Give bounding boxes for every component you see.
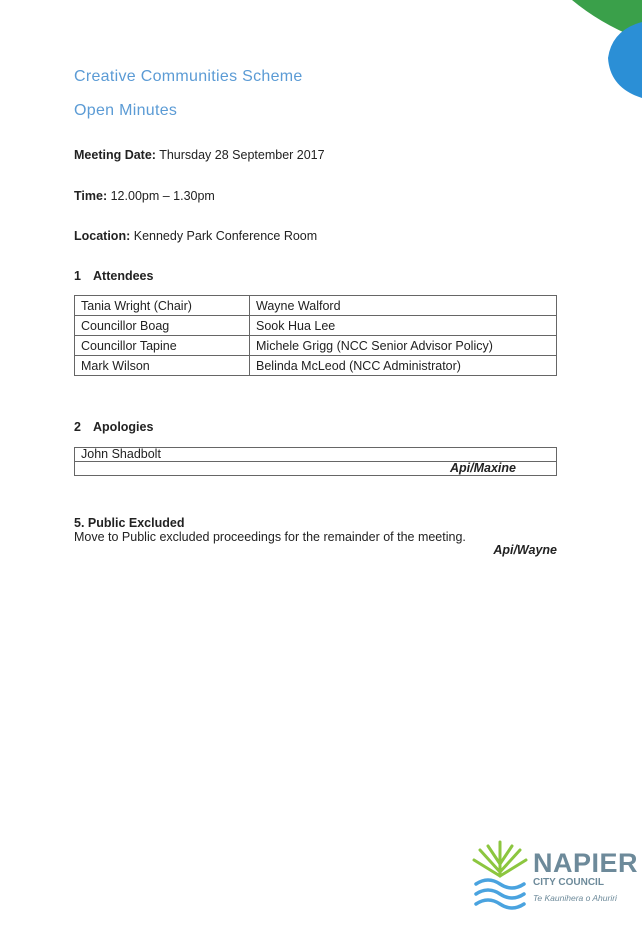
public-excluded-mover: Api/Wayne (493, 543, 557, 557)
meeting-location (74, 229, 317, 243)
meeting-date-label: Meeting Date: (74, 148, 156, 162)
apology-name: John Shadbolt (75, 448, 557, 462)
table-row (75, 316, 557, 336)
attendee-cell: Mark Wilson (75, 356, 250, 376)
table-row (75, 448, 557, 462)
document-title: Creative Communities Scheme (74, 68, 303, 85)
apologies-heading-text: Apologies (93, 420, 154, 434)
attendees-number: 1 (74, 269, 81, 283)
meeting-time-label: Time: (74, 189, 108, 203)
corner-decoration (532, 0, 642, 110)
apologies-table (74, 447, 557, 476)
attendee-cell: Wayne Walford (250, 296, 557, 316)
document-subtitle: Open Minutes (74, 102, 178, 119)
attendee-cell: Councillor Tapine (75, 336, 250, 356)
public-excluded-text: Move to Public excluded proceedings for the remainder of the meeting. (74, 530, 466, 544)
meeting-location-value: Kennedy Park Conference Room (133, 229, 318, 243)
meeting-time (74, 189, 215, 203)
logo-name: NAPIER (533, 848, 639, 878)
meeting-date-value: Thursday 28 September 2017 (159, 148, 325, 162)
table-row (75, 336, 557, 356)
logo-sub: CITY COUNCIL (533, 877, 604, 888)
public-excluded-heading: 5. Public Excluded (74, 516, 185, 530)
apology-mover: Api/Maxine (75, 462, 557, 476)
attendees-table (74, 295, 557, 376)
attendees-heading-text: Attendees (93, 269, 154, 283)
meeting-location-label: Location: (74, 229, 131, 243)
table-row (75, 296, 557, 316)
table-row (75, 462, 557, 476)
apologies-number: 2 (74, 420, 81, 434)
table-row (75, 356, 557, 376)
attendee-cell: Tania Wright (Chair) (75, 296, 250, 316)
logo-maori: Te Kaunihera o Ahuriri (533, 893, 617, 903)
attendee-cell: Michele Grigg (NCC Senior Advisor Policy) (250, 336, 557, 356)
meeting-time-value: 12.00pm – 1.30pm (110, 189, 215, 203)
attendee-cell: Belinda McLeod (NCC Administrator) (250, 356, 557, 376)
apologies-heading (74, 420, 153, 434)
attendee-cell: Councillor Boag (75, 316, 250, 336)
attendees-heading (74, 269, 153, 283)
attendee-cell: Sook Hua Lee (250, 316, 557, 336)
meeting-date (74, 148, 325, 162)
